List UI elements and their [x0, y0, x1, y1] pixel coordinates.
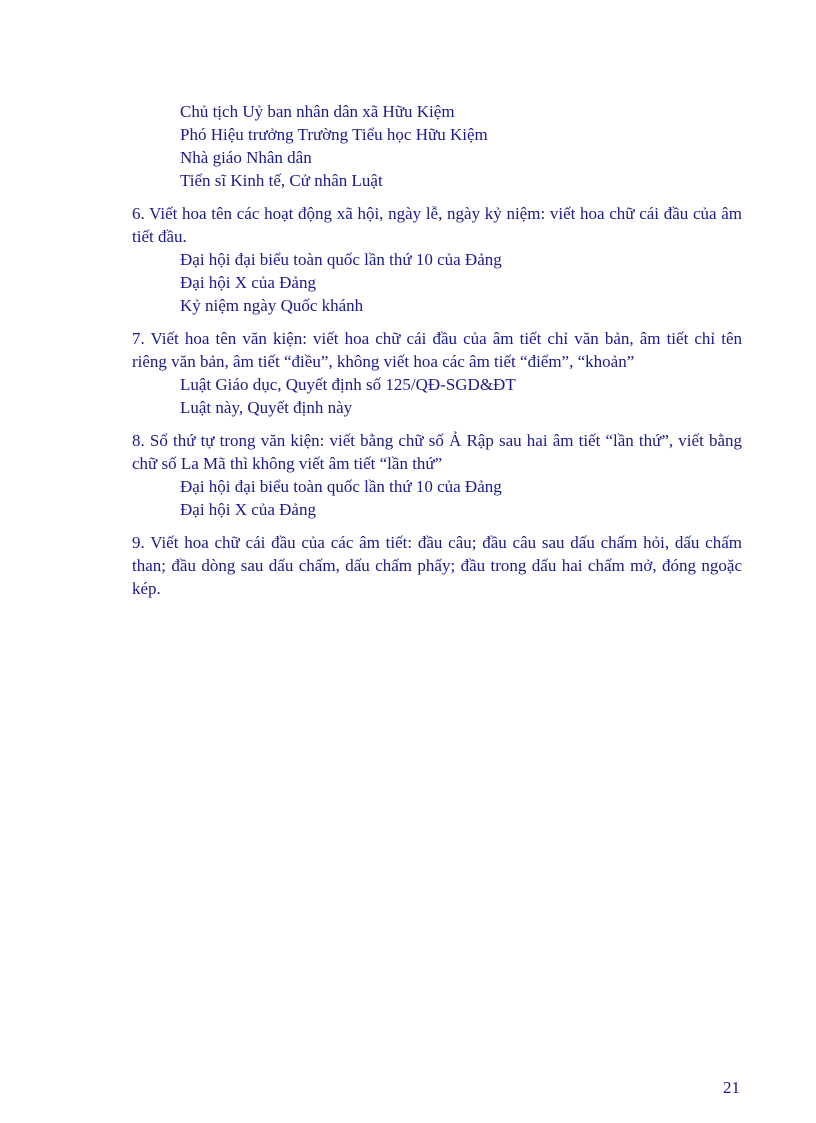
rule-9 — [132, 531, 742, 600]
rule-7 — [132, 327, 742, 419]
example-line: Chủ tịch Uỷ ban nhân dân xã Hữu Kiệm — [180, 102, 455, 121]
rule-text: 8. Số thứ tự trong văn kiện: viết bằng chữ số Ả Rập sau hai âm tiết “lần thứ”, viết bằng chữ số La Mã thì không viết âm tiết “lần thứ” — [132, 431, 742, 473]
example-line: Đại hội đại biểu toàn quốc lần thứ 10 của Đảng — [180, 477, 502, 496]
page-number: 21 — [723, 1078, 740, 1097]
rule-8 — [132, 429, 742, 521]
document-page — [132, 100, 742, 600]
rule-6 — [132, 202, 742, 317]
example-line: Luật này, Quyết định này — [180, 398, 353, 417]
example-line: Phó Hiệu trưởng Trường Tiểu học Hữu Kiệm — [180, 125, 488, 144]
intro-examples — [132, 100, 742, 192]
rule-text: 6. Viết hoa tên các hoạt động xã hội, ngày lễ, ngày kỷ niệm: viết hoa chữ cái đầu của âm tiết đầu. — [132, 204, 742, 246]
example-line: Kỷ niệm ngày Quốc khánh — [180, 296, 364, 315]
example-line: Đại hội X của Đảng — [180, 500, 316, 519]
rule-text: 7. Viết hoa tên văn kiện: viết hoa chữ cái đầu của âm tiết chỉ văn bản, âm tiết chỉ tên riêng văn bản, âm tiết “điều”, không viết hoa các âm tiết “điểm”, “khoản” — [132, 329, 742, 371]
rule-text: 9. Viết hoa chữ cái đầu của các âm tiết: đầu câu; đầu câu sau dấu chấm hỏi, dấu chấm than; đầu dòng sau dấu chấm, dấu chấm phẩy; đầu trong dấu hai chấm mở, đóng ngoặc kép. — [132, 533, 742, 598]
example-line: Đại hội đại biểu toàn quốc lần thứ 10 của Đảng — [180, 250, 502, 269]
example-line: Luật Giáo dục, Quyết định số 125/QĐ-SGD&ĐT — [180, 375, 516, 394]
example-line: Đại hội X của Đảng — [180, 273, 316, 292]
example-line: Tiến sĩ Kinh tế, Cử nhân Luật — [180, 171, 383, 190]
example-line: Nhà giáo Nhân dân — [180, 148, 312, 167]
